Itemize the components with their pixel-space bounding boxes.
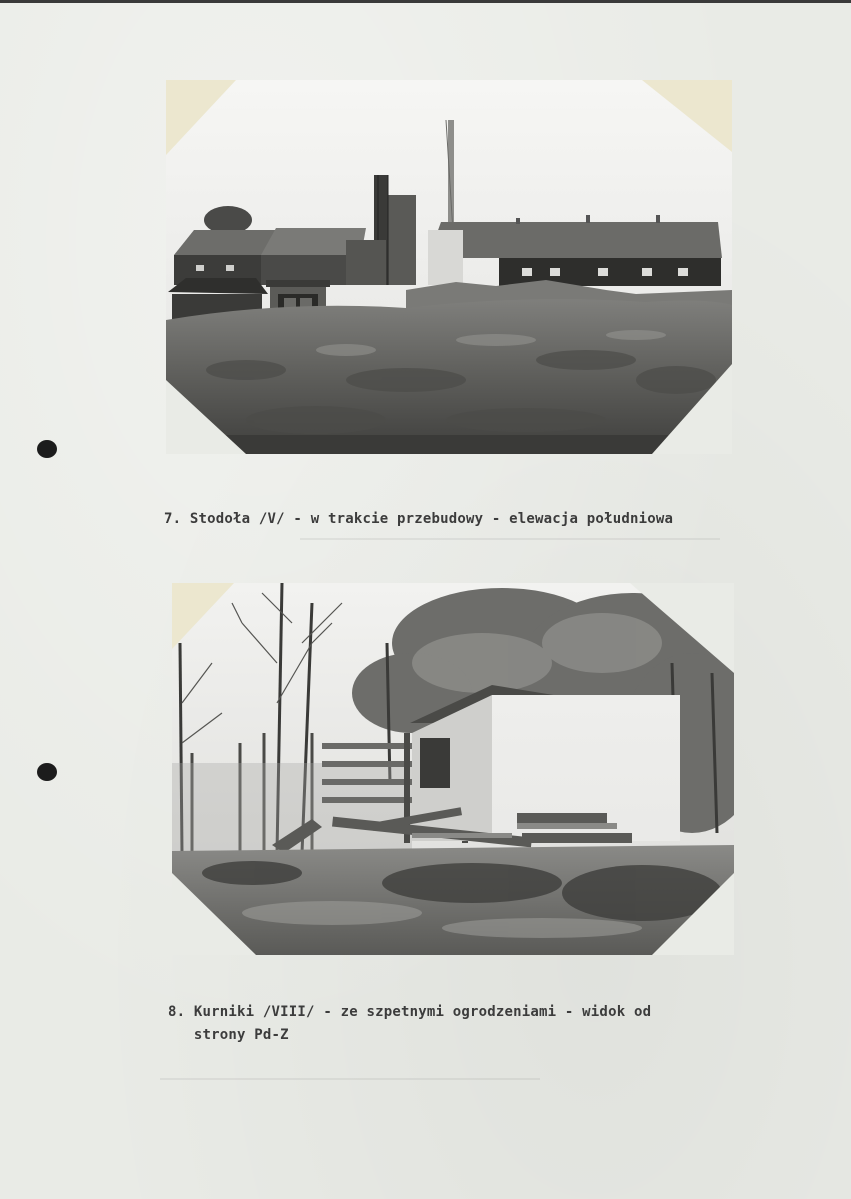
photo-corners xyxy=(172,583,734,955)
photo-henhouses xyxy=(172,583,734,955)
page-top-edge xyxy=(0,0,851,3)
photo-barn xyxy=(166,80,732,454)
punch-hole-top xyxy=(37,440,57,458)
punch-hole-bottom xyxy=(37,763,57,781)
photo-7-caption: 7. Stodoła /V/ - w trakcie przebudowy - elewacja południowa xyxy=(164,511,674,527)
show-through-smudge xyxy=(160,1078,540,1080)
show-through-smudge xyxy=(300,538,720,540)
photo-8-caption-line-1: 8. Kurniki /VIII/ - ze szpetnymi ogrodzeniami - widok od xyxy=(168,1004,652,1020)
photo-corners xyxy=(166,80,732,454)
photo-8-caption-line-2: strony Pd-Z xyxy=(168,1027,289,1043)
